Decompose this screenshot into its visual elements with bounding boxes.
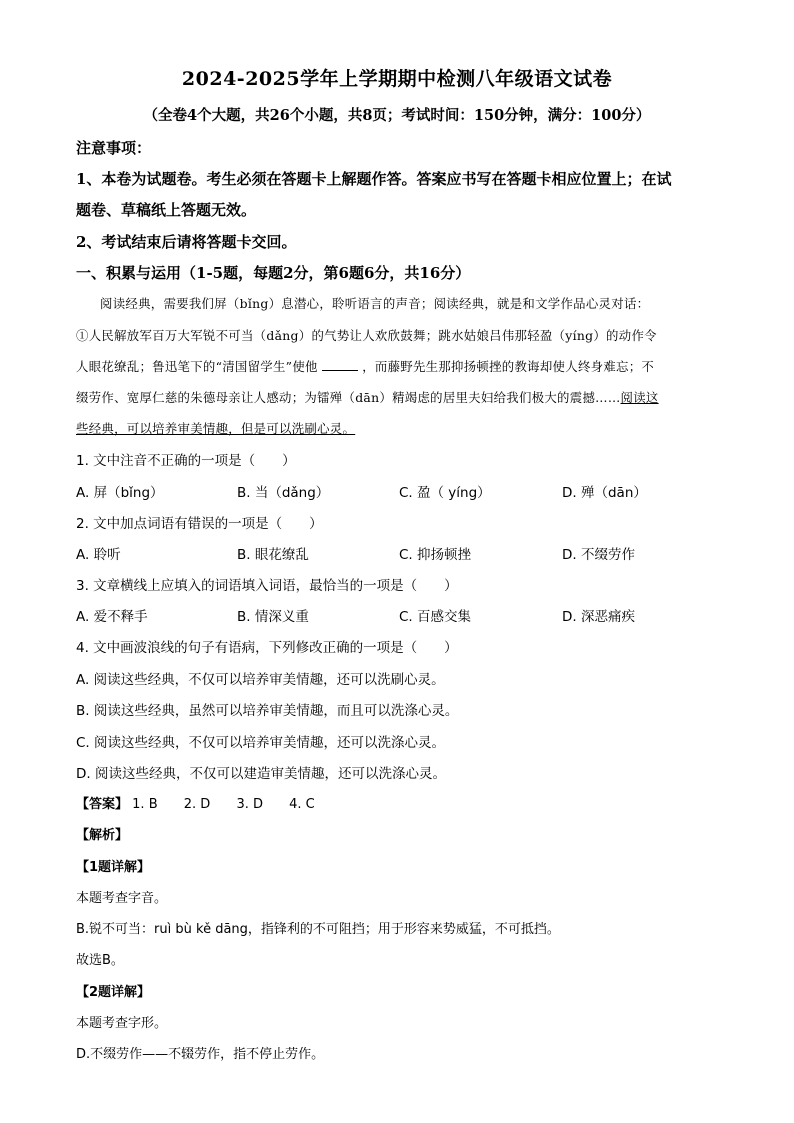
detail-1-line-1: 本题考查字音。 <box>76 891 168 906</box>
question-4-option-c: C. 阅读这些经典，不仅可以培养审美情趣，还可以洗涤心灵。 <box>76 735 446 751</box>
passage-text: 缀劳作、宽厚仁慈的朱德母亲让人感动；为镭殚（dān）精竭虑的居里夫妇给我们极大的震撼…… <box>76 390 621 405</box>
passage-line-4 <box>76 388 726 406</box>
question-2-option-d: D. 不缀劳作 <box>562 547 635 563</box>
passage-text: ，而藤野先生那抑扬顿挫的教诲却使人终身难忘；不 <box>362 359 655 374</box>
detail-2-line-1: 本题考查字形。 <box>76 1016 168 1031</box>
question-1-option-c: C. 盈（ yíng） <box>399 485 491 501</box>
passage-line-3 <box>76 357 726 375</box>
detail-2-heading: 【2题详解】 <box>76 985 151 1000</box>
passage-text: 人眼花缭乱；鲁迅笔下的“清国留学生”使他 <box>76 359 318 374</box>
question-3-option-a: A. 爱不释手 <box>76 609 148 625</box>
fill-blank <box>322 360 358 371</box>
question-3-stem: 3. 文章横线上应填入的词语填入词语，最恰当的一项是（ ） <box>76 578 458 594</box>
detail-1-heading: 【1题详解】 <box>76 860 151 875</box>
exam-subtitle: （全卷4个大题，共26个小题，共8页；考试时间：150分钟，满分：100分） <box>143 107 651 124</box>
detail-1-line-2: B.锐不可当：ruì bù kě dāng，指锋利的不可阻挡；用于形容来势威猛，不可抵挡。 <box>76 922 560 937</box>
question-4-option-b: B. 阅读这些经典，虽然可以培养审美情趣，而且可以洗涤心灵。 <box>76 703 459 719</box>
section-heading-1: 一、积累与运用（1-5题，每题2分，第6题6分，共16分） <box>76 264 471 282</box>
notice-item-2: 2、考试结束后请将答题卡交回。 <box>76 233 297 251</box>
question-1-option-b: B. 当（dǎng） <box>237 485 330 501</box>
answer-item: 4. C <box>289 797 315 812</box>
question-3-option-c: C. 百感交集 <box>399 609 472 625</box>
analysis-heading: 【解析】 <box>76 828 129 843</box>
answer-tag: 【答案】 <box>76 797 129 812</box>
question-2-stem: 2. 文中加点词语有错误的一项是（ ） <box>76 516 323 532</box>
question-2-option-a: A. 聆听 <box>76 547 121 563</box>
wavy-sentence: 阅读这 <box>620 390 659 405</box>
detail-2-line-2: D.不缀劳作——不辍劳作，指不停止劳作。 <box>76 1047 325 1062</box>
question-3-option-d: D. 深恶痛疾 <box>562 609 635 625</box>
answer-line <box>76 793 726 812</box>
page-title: 2024-2025学年上学期期中检测八年级语文试卷 <box>181 68 613 90</box>
detail-1-line-3: 故选B。 <box>76 953 124 968</box>
notice-heading: 注意事项： <box>76 139 152 157</box>
answer-item: 2. D <box>183 797 211 812</box>
question-2-option-b: B. 眼花缭乱 <box>237 547 309 563</box>
notice-item-1: 1、本卷为试题卷。考生必须在答题卡上解题作答。答案应书写在答题卡相应位置上；在试 <box>76 170 672 188</box>
passage-line-1: 阅读经典，需要我们屏（bǐng）息潜心，聆听语言的声音；阅读经典，就是和文学作品心灵对话： <box>100 296 650 311</box>
question-1-option-d: D. 殚（dān） <box>562 485 647 501</box>
answer-item: 1. B <box>132 797 158 812</box>
question-1-option-a: A. 屏（bǐng） <box>76 485 164 501</box>
answer-item: 3. D <box>236 797 263 812</box>
question-4-stem: 4. 文中画波浪线的句子有语病，下列修改正确的一项是（ ） <box>76 640 458 656</box>
wavy-sentence-cont: 些经典，可以培养审美情趣，但是可以洗刷心灵。 <box>76 421 356 436</box>
notice-item-1-cont: 题卷、草稿纸上答题无效。 <box>76 201 257 219</box>
question-2-option-c: C. 抑扬顿挫 <box>399 547 472 563</box>
question-1-stem: 1. 文中注音不正确的一项是（ ） <box>76 453 296 469</box>
question-4-option-d: D. 阅读这些经典，不仅可以建造审美情趣，还可以洗涤心灵。 <box>76 766 446 782</box>
question-3-option-b: B. 情深义重 <box>237 609 309 625</box>
question-4-option-a: A. 阅读这些经典，不仅可以培养审美情趣，还可以洗刷心灵。 <box>76 672 445 688</box>
passage-line-2: ①人民解放军百万大军锐不可当（dǎng）的气势让人欢欣鼓舞；跳水姑娘吕伟那轻盈（yíng）的动作令 <box>76 328 657 343</box>
